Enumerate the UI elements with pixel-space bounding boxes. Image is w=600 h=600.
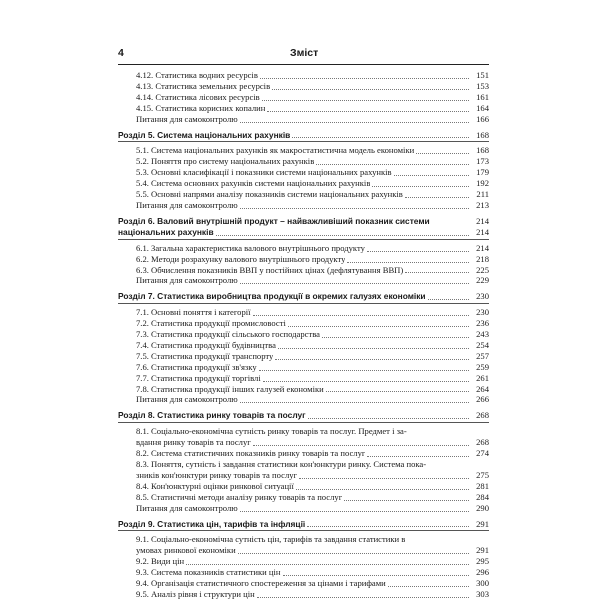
toc-entry-title: 8.1. Соціально-економічна сутність ринку товарів та послуг. Предмет і за- [136,426,407,437]
dot-leader [259,369,469,371]
toc-entry-title: 7.7. Статистика продукції торгівлі [136,372,261,383]
dot-leader [263,380,469,382]
toc-chapter-line [118,227,489,238]
toc-entry [118,545,489,556]
dot-leader [326,390,469,392]
toc-page-number: 214 [476,215,489,226]
dot-leader [253,444,469,446]
chapter-heading [118,130,489,143]
toc-entry-title: Розділ 8. Статистика ринку товарів та послуг [118,410,306,421]
toc-page-number: 300 [476,578,489,589]
toc-entry-title: 5.4. Система основних рахунків системи національних рахунків [136,178,371,189]
dot-leader [308,417,469,419]
toc-entry-title: 9.5. Аналіз рівня і структури цін [136,588,255,599]
toc-entry [118,448,489,459]
toc-entry-title: 6.2. Методи розрахунку валового внутрішнього продукту [136,253,346,264]
toc-entry [118,103,489,114]
dot-leader [405,271,469,273]
toc-page-number: 264 [476,383,489,394]
dot-leader [283,574,469,576]
page-header [118,45,488,61]
toc-entry-title: 9.3. Система показників статистики цін [136,567,281,578]
toc-entry-title: 8.2. Система статистичних показників ринку товарів та послуг [136,448,366,459]
toc-page-number: 173 [476,156,489,167]
toc-page-number: 296 [476,567,489,578]
toc-entry [118,243,489,254]
toc-entry [118,589,489,600]
dot-leader [322,336,469,338]
dot-leader [267,110,469,112]
toc-entry [118,178,489,189]
toc-page-number: 151 [476,70,489,80]
toc-entry-title: 7.2. Статистика продукції промисловості [136,318,286,329]
toc-page-number: 284 [476,491,489,502]
toc-entry-title: 4.13. Статистика земельних ресурсів [136,80,271,91]
toc-page-number: 211 [476,189,489,200]
toc-entry-title: Питання для самоконтролю [136,394,238,405]
dot-leader [296,488,469,490]
toc-page-number: 214 [476,226,489,237]
toc-entry-title: 9.4. Організація статистичного спостереження за цінами і тарифами [136,578,386,589]
dot-leader [405,196,469,198]
toc-entry-title: 8.4. Кон'юнктурні оцінки ринкової ситуації [136,480,294,491]
toc-page-number: 274 [476,448,489,459]
toc-entry-title: 7.8. Статистика продукції інших галузей економіки [136,383,324,394]
dot-leader [292,136,469,138]
chapter-heading [118,291,489,304]
toc-page-number: 230 [476,291,489,302]
toc-page-number: 275 [476,469,489,480]
toc-entry [118,481,489,492]
toc-page-number: 229 [476,275,489,286]
toc-entry-title: 6.1. Загальна характеристика валового внутрішнього продукту [136,242,365,253]
dot-leader [299,477,469,479]
toc-page-number: 168 [476,145,489,156]
toc-page-number: 266 [476,394,489,405]
toc-entry [118,394,489,405]
toc-entry [118,578,489,589]
toc-entry-title: 7.3. Статистика продукції сільського господарства [136,329,320,340]
dot-leader [416,152,469,154]
dot-leader [238,552,469,554]
toc-page-number: 291 [476,545,489,556]
dot-leader [347,261,469,263]
toc-entry [118,556,489,567]
toc-page-number: 161 [476,91,489,102]
dot-leader [260,77,469,79]
toc-entry [118,384,489,395]
toc-entry [118,318,489,329]
toc-entry [118,362,489,373]
toc-entry-title: Питання для самоконтролю [136,199,238,210]
toc-entry-title: 6.3. Обчислення показників ВВП у постійних цінах (дефлятування ВВП) [136,264,404,275]
toc-page-number: 303 [476,588,489,599]
toc-page-number: 261 [476,372,489,383]
toc-page-number: 295 [476,556,489,567]
dot-leader [257,596,469,598]
dot-leader [344,499,469,501]
toc-entry-title: 5.1. Система національних рахунків як макростатистична модель економіки [136,145,415,156]
dot-leader [272,88,469,90]
toc-page-number: 290 [476,502,489,513]
toc-entry-title: Розділ 9. Статистика цін, тарифів та інфляції [118,518,306,529]
toc-entry-title: Питання для самоконтролю [136,113,238,124]
toc-entry [118,470,489,481]
toc-page-number: 291 [476,518,489,529]
toc-entry [118,426,489,437]
toc-page-number: 153 [476,80,489,91]
header-rule [118,64,489,65]
toc-page-number: 236 [476,318,489,329]
dot-leader [240,510,469,512]
dot-leader [262,99,469,101]
dot-leader [367,250,469,252]
toc-entry [118,92,489,103]
dot-leader [367,455,469,457]
toc-entry-title: 7.5. Статистика продукції транспорту [136,350,274,361]
toc-page-number: 225 [476,264,489,275]
toc-entry-title: 4.15. Статистика корисних копалин [136,102,266,113]
toc-entry-title: Розділ 5. Система національних рахунків [118,129,291,140]
toc-chapter-line [118,410,489,421]
toc-entry [118,567,489,578]
toc-entry-title: 4.12. Статистика водних ресурсів [136,70,258,80]
toc-entry-title: 4.14. Статистика лісових ресурсів [136,91,260,102]
toc-chapter-line [118,291,489,302]
dot-leader [372,185,469,187]
dot-leader [428,298,469,300]
toc-entry-title: вдання ринку товарів та послуг [136,437,251,448]
toc-entry-title: Питання для самоконтролю [136,502,238,513]
toc-entry [118,492,489,503]
toc-entry-title: національних рахунків [118,226,214,237]
toc-entry [118,70,489,81]
toc-entry-title: 7.6. Статистика продукції зв'язку [136,361,257,372]
toc-page-number: 192 [476,178,489,189]
dot-leader [216,234,469,236]
toc-entry-title: 9.1. Соціально-економічна сутність цін, тарифів та завдання статистики в [136,534,406,545]
dot-leader [394,174,469,176]
toc-entry-title: зників кон'юнктури ринку товарів та послуг [136,469,298,480]
toc-entry [118,167,489,178]
toc-entry [118,329,489,340]
dot-leader [186,563,469,565]
toc-entry-title: Розділ 6. Валовий внутрішній продукт – найважливіший показник системи [118,215,430,226]
toc-entry [118,503,489,514]
toc-page-number: 218 [476,253,489,264]
toc-page-number: 259 [476,361,489,372]
toc-entry [118,114,489,125]
toc-entry [118,145,489,156]
toc-page-number: 213 [476,199,489,210]
toc-entry [118,373,489,384]
dot-leader [307,525,469,527]
dot-leader [288,325,469,327]
running-title: Зміст [290,47,319,59]
dot-leader [253,314,469,316]
dot-leader [240,401,469,403]
toc-page-number: 254 [476,339,489,350]
toc-page-number: 257 [476,350,489,361]
toc-entry-title: 9.2. Види цін [136,556,185,567]
toc-entry [118,351,489,362]
toc-page-number: 214 [476,242,489,253]
toc-entry-title: 7.1. Основні поняття і категорії [136,307,251,318]
toc-page-number: 268 [476,437,489,448]
page-number: 4 [118,47,124,59]
dot-leader [240,282,469,284]
dot-leader [240,207,469,209]
toc-entry [118,254,489,265]
toc-entry-title: умовах ринкової економіки [136,545,236,556]
toc-entry-title: 5.5. Основні напрями аналізу показників системи національних рахунків [136,189,403,200]
dot-leader [316,163,469,165]
toc-entry [118,81,489,92]
table-of-contents [118,70,489,600]
toc-entry [118,189,489,200]
toc-entry-title: 8.3. Поняття, сутність і завдання статистики кон'юнктури ринку. Система пока- [136,459,427,469]
toc-page-number: 179 [476,167,489,178]
toc-page-number: 230 [476,307,489,318]
dot-leader [240,121,469,123]
toc-entry [118,437,489,448]
dot-leader [278,347,469,349]
toc-entry [118,534,489,545]
toc-chapter-line [118,519,489,530]
toc-entry [118,307,489,318]
toc-chapter-line [118,130,489,141]
toc-page-number: 168 [476,129,489,140]
chapter-heading [118,216,489,240]
chapter-heading [118,410,489,423]
dot-leader [388,585,469,587]
toc-page-number: 243 [476,329,489,340]
toc-entry-title: 5.2. Поняття про систему національних рахунків [136,156,315,167]
toc-entry-title: 8.5. Статистичні методи аналізу ринку товарів та послуг [136,491,343,502]
toc-entry-title: 7.4. Статистика продукції будівництва [136,339,276,350]
toc-page-number: 268 [476,410,489,421]
toc-entry [118,275,489,286]
toc-page-number: 166 [476,113,489,124]
toc-entry-title: 5.3. Основні класифікації і показники системи національних рахунків [136,167,392,178]
toc-entry-title: Розділ 7. Статистика виробництва продукції в окремих галузях економіки [118,291,426,302]
toc-entry [118,459,489,470]
toc-entry-title: Питання для самоконтролю [136,275,238,286]
toc-chapter-line [118,216,489,227]
toc-page-number: 164 [476,102,489,113]
toc-page-number: 281 [476,480,489,491]
toc-entry [118,156,489,167]
toc-entry [118,200,489,211]
toc-entry [118,265,489,276]
toc-entry [118,340,489,351]
dot-leader [275,358,469,360]
chapter-heading [118,519,489,532]
